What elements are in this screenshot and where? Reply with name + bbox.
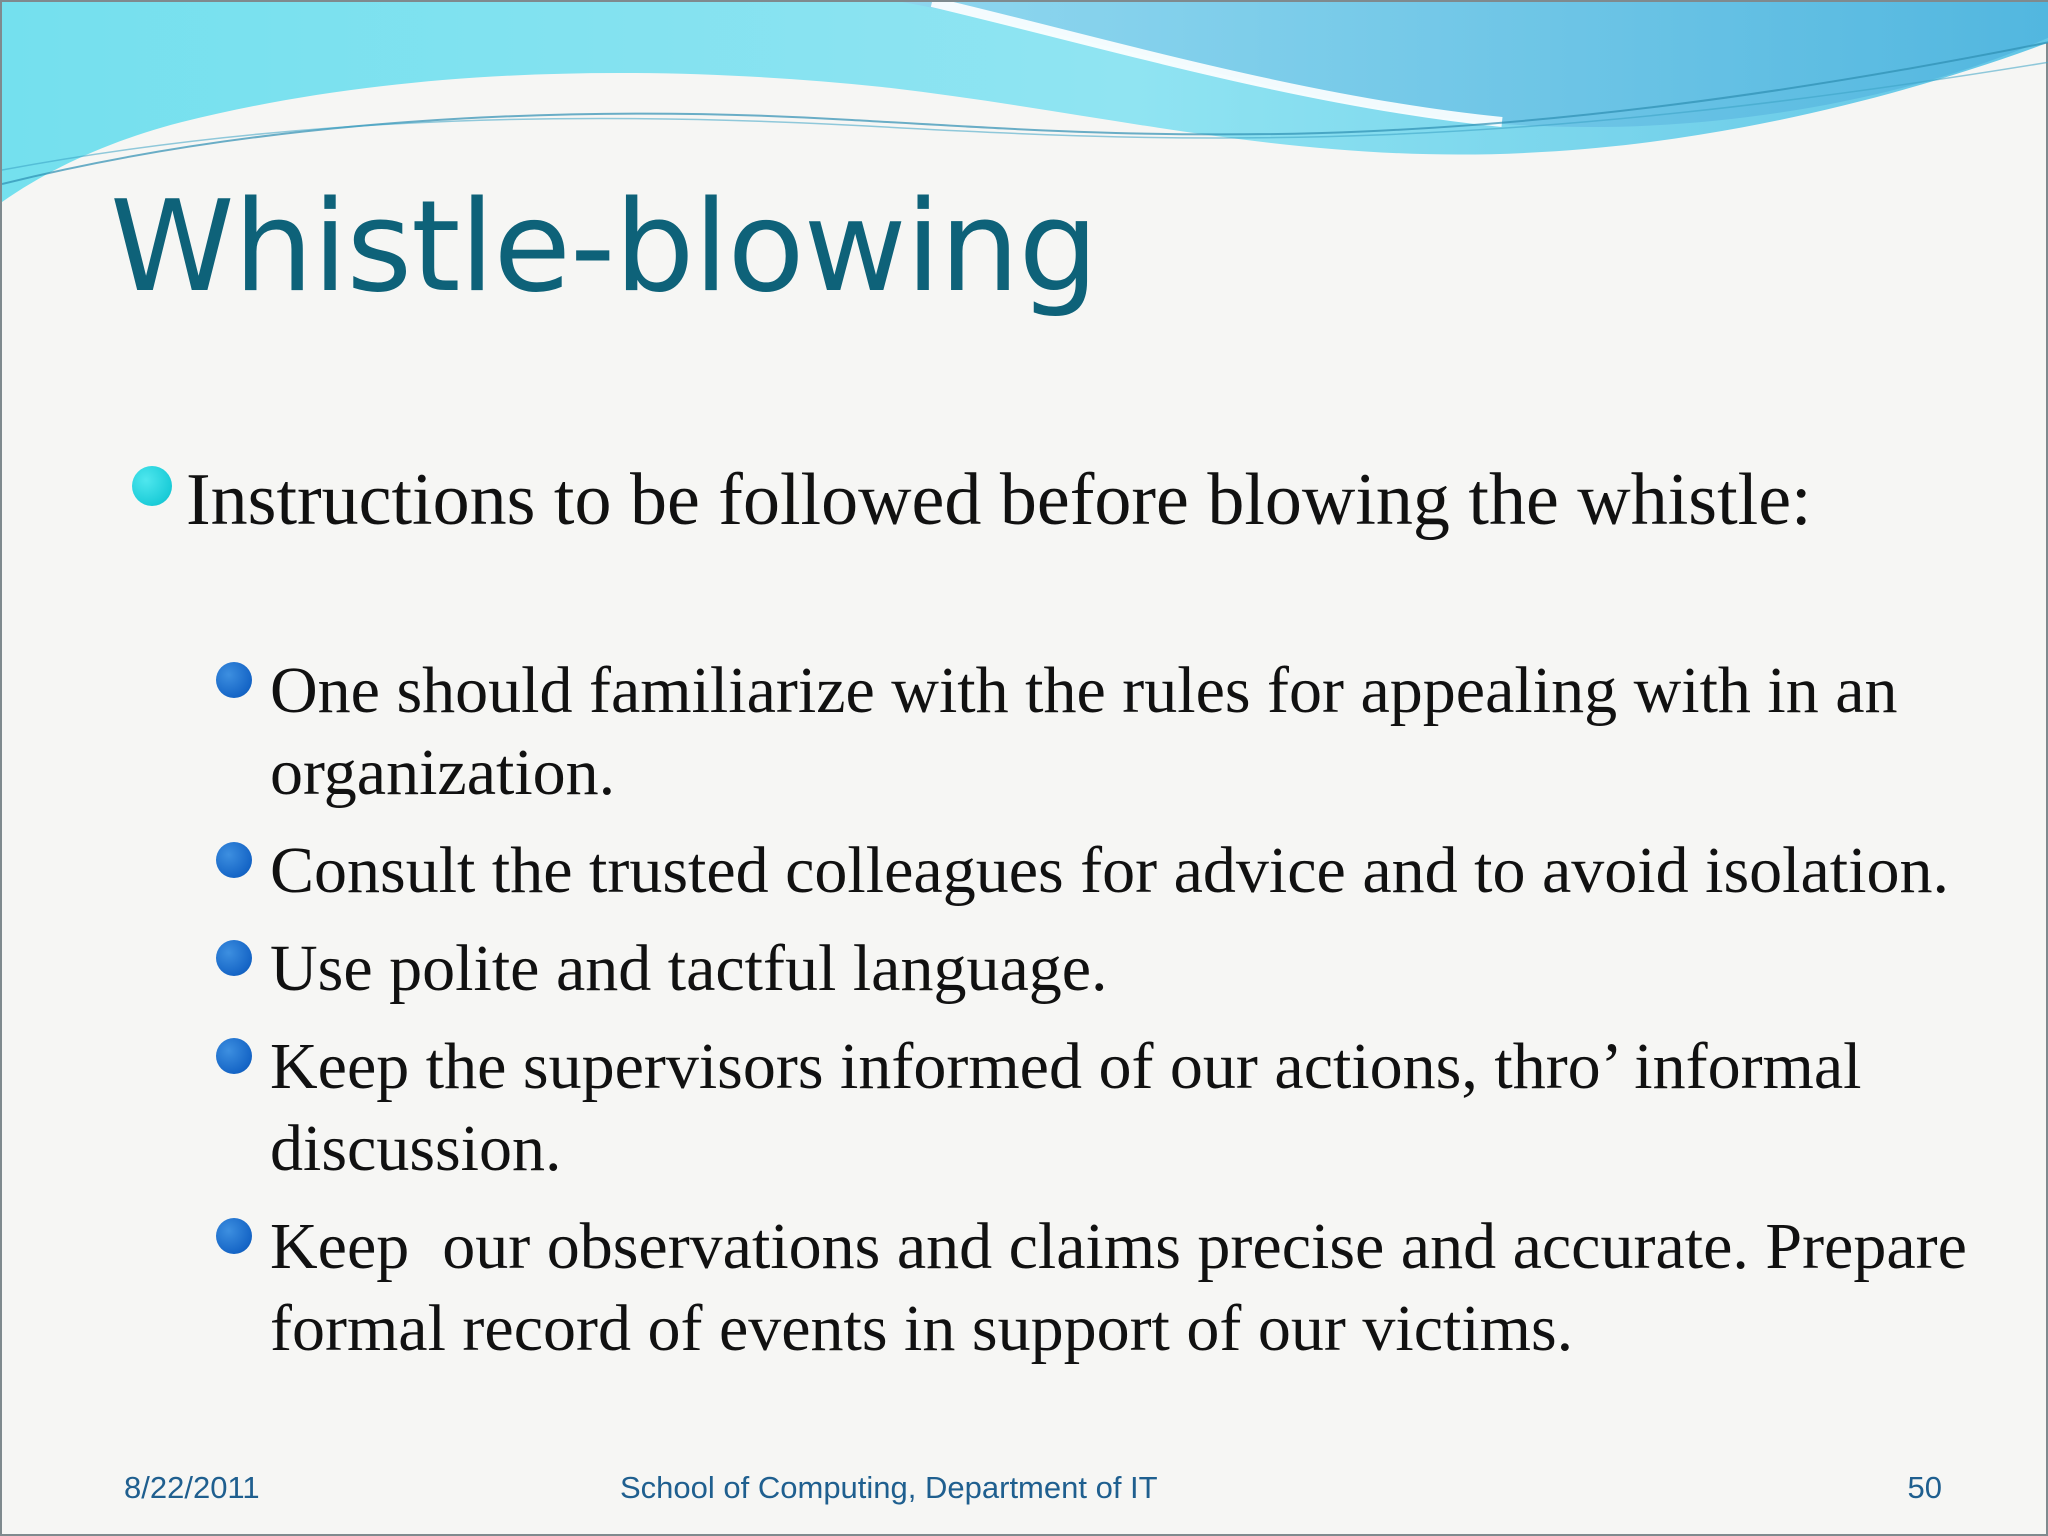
bullet-dot-icon [216, 1038, 252, 1074]
bullet-dot-icon [216, 842, 252, 878]
sub-bullet-text: Keep the supervisors informed of our actions, thro’ informal discussion. [270, 1030, 1862, 1185]
sub-bullet-text: Consult the trusted colleagues for advice and to avoid isolation. [270, 834, 1949, 907]
footer-department: School of Computing, Department of IT [620, 1470, 1158, 1505]
bullet-dot-icon [132, 466, 172, 506]
page-number: 50 [1907, 1470, 1942, 1505]
sub-bullet-text: One should familiarize with the rules for appealing with in an organization. [270, 654, 1898, 809]
sub-bullet-text: Use polite and tactful language. [270, 932, 1108, 1005]
slide-title: Whistle-blowing [110, 173, 1098, 320]
sub-bullet-list [214, 650, 1984, 1386]
bullet-dot-icon [216, 940, 252, 976]
bullet-text: Instructions to be followed before blowing the whistle: [186, 459, 1812, 541]
sub-bullet-text: Keep our observations and claims precise and accurate. Prepare formal record of events in support of our victims. [270, 1210, 1984, 1365]
footer-date: 8/22/2011 [124, 1470, 260, 1505]
bullet-dot-icon [216, 662, 252, 698]
sub-bullet-item [214, 1206, 1984, 1370]
sub-bullet-item [214, 650, 1974, 814]
main-bullet-list [130, 456, 1830, 544]
bullet-dot-icon [216, 1218, 252, 1254]
sub-bullet-item [214, 1026, 1974, 1190]
bullet-item [130, 456, 1830, 544]
sub-bullet-item [214, 830, 1974, 912]
sub-bullet-item [214, 928, 1974, 1010]
